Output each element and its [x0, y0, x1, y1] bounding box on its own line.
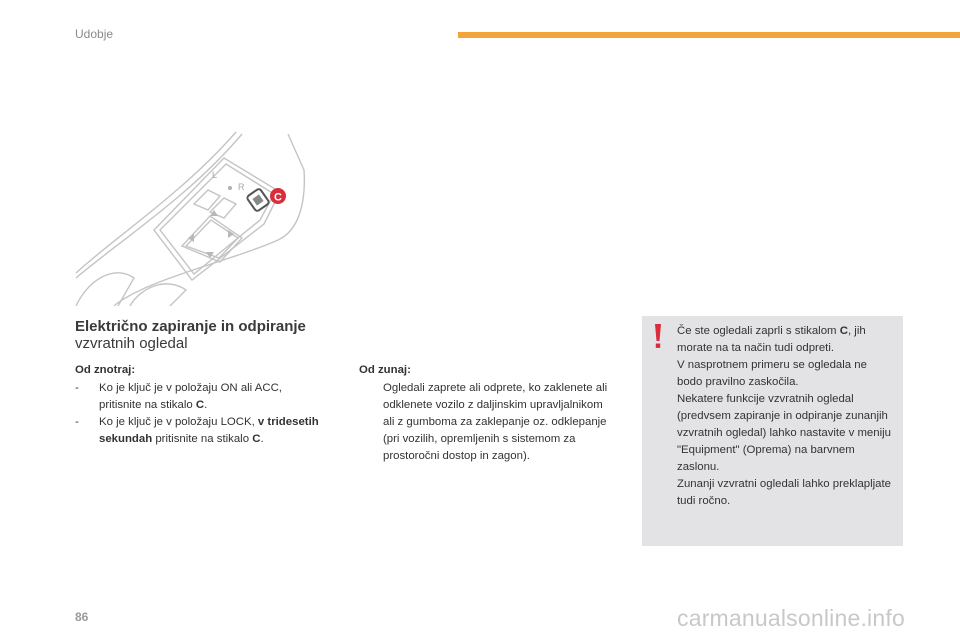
exclamation-icon	[649, 322, 667, 350]
switch-key-label: C	[195, 399, 205, 411]
inside-instructions	[75, 362, 325, 448]
section-heading	[75, 318, 365, 353]
heading-line-2: vzvratnih ogledal	[75, 335, 188, 352]
mirror-switch-illustration	[74, 130, 314, 306]
inside-subheading: Od znotraj:	[75, 364, 136, 376]
emphasis-text: v tridesetih sekundah	[99, 416, 319, 445]
outside-subheading: Od zunaj:	[359, 364, 411, 376]
list-item-text: Ogledali zaprete ali odprete, ko zaklenete ali odklenete vozilo z daljinskim upravljalnikom ali z gumboma za zaklepanje oz. odklepanje (pri vozilih, opremljenih s sistemom za prostoročni dostop in zagon).	[383, 382, 608, 462]
watermark-text: carmanualsonline.info	[677, 605, 905, 631]
list-item	[75, 380, 325, 414]
warning-text-start: Če ste ogledali zaprli s stikalom	[677, 325, 837, 337]
switch-label-left: L	[212, 170, 218, 180]
list-item-text: Ko je ključ je v položaju ON ali ACC, pritisnite na stikalo	[99, 382, 282, 411]
punctuation: .	[204, 399, 208, 411]
punctuation: .	[260, 433, 264, 445]
list-item-text: pritisnite na stikalo	[155, 433, 250, 445]
page-number: 86	[75, 610, 89, 624]
list-item	[75, 414, 325, 448]
switch-key-label: C	[252, 433, 261, 445]
dash-mark: -	[75, 382, 79, 394]
outside-instructions	[359, 362, 614, 465]
section-title: Udobje	[75, 27, 114, 41]
switch-key-label: C	[839, 325, 848, 337]
section-accent-bar	[458, 32, 960, 38]
callout-c-label: C	[274, 191, 282, 204]
list-item	[359, 380, 614, 465]
list-item-text: Ko je ključ je v položaju LOCK,	[99, 416, 255, 428]
warning-text	[677, 323, 893, 510]
dash-mark: -	[75, 416, 79, 428]
warning-text-rest: , jih morate na ta način tudi odpreti. V nasprotnem primeru se ogledala ne bodo pravilno zaskočila. Nekatere funkcije vzvratnih ogledal (predvsem zapiranje in odpiranje zunanjih vzvratnih ogledal) lahko nastavite v meniju "Equipment" (Oprema) na barvnem zaslonu. Zunanji vzvratni ogledali lahko preklapljate tudi ročno.	[677, 325, 892, 507]
switch-label-right: R	[238, 182, 245, 192]
heading-line-1: Električno zapiranje in odpiranje	[75, 318, 306, 335]
